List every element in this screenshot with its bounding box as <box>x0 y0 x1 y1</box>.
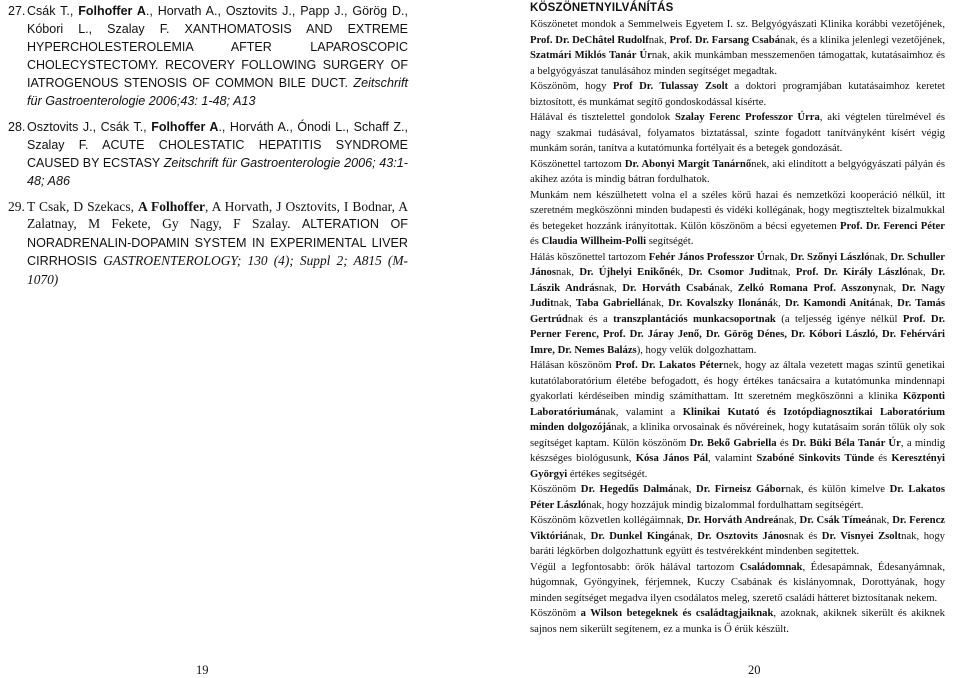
acknowledged-name: Dr. Hegedűs Dalmá <box>580 484 674 495</box>
paragraph-text: segítségét. <box>646 236 694 247</box>
acknowledged-name: Dr. Kamondi Anitá <box>785 298 875 309</box>
paragraph-text: Köszönöm <box>530 484 581 495</box>
reference-journal: Zeitschrift für Gastroenterologie 2006;43: 1-48; A13 <box>27 76 408 108</box>
paragraph-text: értékes segítségét. <box>567 468 648 480</box>
reference-item <box>8 118 408 190</box>
acknowledged-name: Dr. Nagy Judit <box>530 282 946 309</box>
acknowledged-name: Prof. Dr. Király László <box>795 267 908 278</box>
acknowledged-name: Dr. Szőnyi László <box>790 251 870 263</box>
reference-list <box>8 2 408 288</box>
paragraph-text: nak, <box>568 530 591 542</box>
paragraph-text: ), hogy velük dolgozhattam. <box>636 344 757 356</box>
acknowledged-name: Dr. Dunkel Kingá <box>590 530 675 542</box>
paragraph-text: a doktori programjában kutatásaimhoz keretet biztosított, és munkámat segítő gondoskodással kísérte. <box>530 81 945 108</box>
acknowledged-name: Claudia Willheim-Polli <box>541 236 647 247</box>
paragraph-text: k, <box>772 298 786 309</box>
paragraph-text: nek, aki elindított a belgyógyászati pályán és akihez azóta is mindig bátran fordulhatok. <box>530 158 946 185</box>
paragraph-text: (a teljesség igénye nélkül <box>775 313 903 325</box>
paragraph-text: nak, hogy baráti légkörben dolgozhattunk együtt és testvérekként mindenben segítettek. <box>530 530 945 557</box>
reference-authors: Csák T., Folhoffer A., Horvath A., Osztovits J., Papp J., Görög D., Kóbori L., Szalay F. <box>27 4 408 36</box>
paragraph-text: k, <box>675 267 689 278</box>
acknowledged-name: Prof. Dr. DeChâtel Rudolf <box>530 34 649 46</box>
reference-journal: GASTROENTEROLOGY; 130 (4); Suppl 2; A815 (M-1070) <box>27 253 408 287</box>
paragraph-text: Köszönöm <box>530 608 581 619</box>
paragraph-text: nak, <box>907 267 931 278</box>
reference-authors: T Csak, D Szekacs, A Folhoffer, A Horvath, J Osztovits, I Bodnar, A Zalatnay, M Fekete, Gy Nagy, F Szalay. <box>27 199 409 232</box>
acknowledgement-paragraph <box>530 110 945 157</box>
paragraph-text: , aki végtelen türelmével és nagy szakmai tudásával, folyamatos biztatással, szinte fogadott tanítványként kísért végig munkám során, tanítva a kutatómunka fortélyait és a betegek gondozását. <box>530 112 945 154</box>
paragraph-text: nak, <box>553 298 576 309</box>
acknowledgement-paragraph <box>530 358 945 482</box>
paragraph-text: Hálás köszönettel tartozom <box>530 251 649 263</box>
page-number-right: 20 <box>748 663 761 677</box>
acknowledgement-paragraph <box>530 157 945 188</box>
paragraph-text: nak, <box>772 267 796 278</box>
acknowledged-name: Kósa János Pál <box>635 453 709 464</box>
reference-journal: Zeitschrift für Gastroenterologie 2006; 43:1-48; A86 <box>27 156 409 188</box>
paragraph-text: nak, <box>645 298 669 309</box>
paragraph-text: nak, <box>556 267 580 278</box>
acknowledged-name: Dr. Visnyei Zsolt <box>821 530 902 542</box>
acknowledged-name: Szatmári Miklós Tanár Úr <box>530 50 652 61</box>
paragraph-text: és <box>530 236 542 247</box>
reference-item <box>8 2 408 110</box>
paragraph-text: nak, hogy hozzájuk mindig bizalommal fordulhattam segítségért. <box>586 499 864 511</box>
acknowledged-name: Dr. Schuller János <box>530 251 945 278</box>
acknowledged-name: transzplantációs munkacsoportnak <box>613 313 776 325</box>
paragraph-text: Munkám nem készülhetett volna el a széles körű hazai és nemzetközi kooperáció nélkül, itt szeretném megköszönni minden budapesti és vidéki kollégának, hogy megtiszteltek bizalmukkal és betegeket hozzánk irányítottak. Külön köszönöm a bécsi egyetemen <box>530 189 945 232</box>
acknowledged-name: Dr. Csák Tímeá <box>799 515 872 526</box>
paragraph-text: nak, akik munkámban messzemenően támogattak, kutatásaimhoz és a belgyógyászat tanulásához minden segítséget megadtak. <box>530 50 946 77</box>
acknowledged-name: Prof. Dr. Perner Ferenc, Prof. Dr. Járay Jenő, Dr. Görög Dénes, Dr. Kóbori László, Dr. Fehérvári Imre, Dr. Nemes Balázs <box>530 313 945 356</box>
paragraph-text: nek, hogy az általa vezetett magas szintű genetikai kutatólaboratórium életébe befogadott, és hogy értékes tanácsaira a kutatómunka mindennapi gyakorlati kérdéseiben mindig számíthattam. Itt szeretném megköszönni a klinika <box>530 360 945 402</box>
acknowledged-name: Dr. Horváth Andreá <box>686 515 779 526</box>
paragraph-text: Köszönettel tartozom <box>530 158 625 170</box>
paragraph-text: nak, a klinika orvosainak és nővéreinek, hogy kutatásaim során tőlük oly sok segítséget kaptam. Külön köszönöm <box>530 422 945 449</box>
acknowledged-name: Dr. Tamás Gertrúd <box>530 298 946 325</box>
acknowledged-name: Dr. Abonyi Margit Tanárnő <box>624 158 752 170</box>
reference-title: ACUTE CHOLESTATIC HEPATITIS SYNDROME CAUSED BY ECSTASY <box>27 138 408 170</box>
acknowledgement-paragraph <box>530 188 945 250</box>
paragraph-text: Köszönetet mondok a Semmelweis Egyetem I. sz. Belgyógyászati Klinika korábbi vezetőjének, <box>530 19 945 30</box>
paragraph-text: nak, <box>871 515 893 526</box>
acknowledged-name: Dr. Ferencz Viktóriá <box>530 515 946 542</box>
paragraph-text: nak, <box>869 251 891 263</box>
right-page <box>480 0 960 677</box>
reference-title: XANTHOMATOSIS AND EXTREME HYPERCHOLESTEROLEMIA AFTER LAPAROSCOPIC CHOLECYSTECTOMY. RECOVERY FOLLOWING SURGERY OF IATROGENOUS STENOSIS OF COMMON BILE DUCT. <box>27 22 408 90</box>
paragraph-text: nak, <box>769 251 791 263</box>
paragraph-text: , a mindig készséges biológusunk, <box>530 437 946 464</box>
acknowledgement-paragraph <box>530 250 945 359</box>
paragraph-text: nak és a <box>567 313 614 325</box>
reference-authors: Osztovits J., Csák T., Folhoffer A., Horváth A., Ónodi L., Schaff Z., Szalay F. <box>27 120 409 152</box>
page-number-left: 19 <box>196 663 209 677</box>
paragraph-text: , Édesapámnak, Édesanyámnak, húgomnak, Gyöngyinek, férjemnek, Kuczy Csabának és kislányomnak, Dorottyának, hogy minden segítséget megadva ilyen csodálatos meleg, szerető családi hátteret biztosítanak nekem. <box>530 561 945 604</box>
paragraph-text: Köszönöm, hogy <box>530 81 613 92</box>
paragraph-text: Köszönöm közvetlen kollégáimnak, <box>530 515 687 526</box>
acknowledged-name: Keresztényi Györgyi <box>530 453 945 480</box>
section-heading: KÖSZÖNETNYILVÁNÍTÁS <box>530 2 674 14</box>
paragraph-text: nak, <box>874 298 898 309</box>
left-page <box>0 0 480 677</box>
paragraph-text: nak, valamint a <box>600 406 683 418</box>
acknowledged-name: Taba Gabriellá <box>575 298 646 309</box>
acknowledged-name: Dr. Újhelyi Enikőné <box>579 267 676 278</box>
paragraph-text: nak, <box>648 34 670 46</box>
acknowledged-name: Prof. Dr. Lakatos Péter <box>615 360 724 371</box>
paragraph-text: nak, <box>714 282 738 294</box>
acknowledged-name: a Wilson betegeknek és családtagjaiknak <box>580 608 774 619</box>
paragraph-text: nak, <box>878 282 902 294</box>
paragraph-text: Hálával és tisztelettel gondolok <box>530 112 675 123</box>
paragraph-text: és <box>874 453 892 464</box>
acknowledged-name: Fehér János Professzor Úr <box>648 251 770 263</box>
acknowledged-name: Dr. Büki Béla Tanár Úr <box>792 437 901 449</box>
acknowledged-name: Szabóné Sinkovits Tünde <box>756 453 875 464</box>
acknowledgement-paragraph <box>530 79 945 110</box>
paragraph-text: nak, <box>674 530 698 542</box>
acknowledged-name: Dr. Horváth Csabá <box>622 282 715 294</box>
acknowledged-name: Dr. Osztovits János <box>697 530 789 542</box>
acknowledged-name: Dr. Kovalszky Ilonáná <box>668 298 773 309</box>
acknowledged-name: Dr. Firneisz Gábor <box>696 484 786 495</box>
paragraph-text: Végül a legfontosabb: örök hálával tartozom <box>530 561 740 573</box>
acknowledged-name: Dr. Lászik András <box>530 267 946 294</box>
acknowledged-name: Dr. Csomor Judit <box>688 267 773 278</box>
reference-number: 27. <box>8 4 26 18</box>
paragraph-text: nak, <box>673 484 697 495</box>
paragraph-text: nak, <box>598 282 623 294</box>
acknowledged-name: Szalay Ferenc Professzor Úrra <box>674 112 820 123</box>
paragraph-text: nak, és külön kimelve <box>785 484 890 495</box>
paragraph-text: nak, <box>778 515 800 526</box>
acknowledged-name: Központi Laboratóriumá <box>530 391 945 418</box>
acknowledged-name: Dr. Bekő Gabriella <box>689 437 777 449</box>
reference-number: 28. <box>8 120 26 134</box>
acknowledged-name: Prof. Dr. Ferenci Péter <box>840 220 945 232</box>
acknowledgement-paragraph <box>530 482 945 513</box>
reference-item <box>8 198 408 288</box>
acknowledgements-body <box>530 17 945 637</box>
acknowledged-name: Zelkó Romana Prof. Asszony <box>737 282 879 294</box>
acknowledgement-paragraph <box>530 17 945 79</box>
paragraph-text: nak és <box>788 530 822 542</box>
reference-number: 29. <box>8 199 25 214</box>
paragraph-text: nak, és a klinika jelenlegi vezetőjének, <box>780 34 945 46</box>
paragraph-text: és <box>776 437 793 449</box>
acknowledgement-paragraph <box>530 513 945 560</box>
acknowledgements-section <box>530 1 945 637</box>
acknowledged-name: Prof. Dr. Farsang Csabá <box>669 34 781 46</box>
acknowledgement-paragraph <box>530 560 945 607</box>
paragraph-text: Hálásan köszönöm <box>530 360 616 371</box>
acknowledgement-paragraph <box>530 606 945 637</box>
acknowledged-name: Dr. Lakatos Péter László <box>530 484 946 511</box>
acknowledged-name: Klinikai Kutató és Izotópdiagnosztikai Laboratórium minden dolgozójá <box>530 406 945 433</box>
acknowledged-name: Prof Dr. Tulassay Zsolt <box>612 81 729 92</box>
paragraph-text: , valamint <box>708 453 757 464</box>
acknowledged-name: Családomnak <box>739 561 803 573</box>
paragraph-text: , azoknak, akiknek sikerült és akiknek sajnos nem sikerült segítenem, ez a munka is Ő érük készült. <box>530 608 945 635</box>
reference-title: ALTERATION OF NORADRENALIN-DOPAMIN SYSTEM IN EXPERIMENTAL LIVER CIRRHOSIS <box>27 217 408 269</box>
